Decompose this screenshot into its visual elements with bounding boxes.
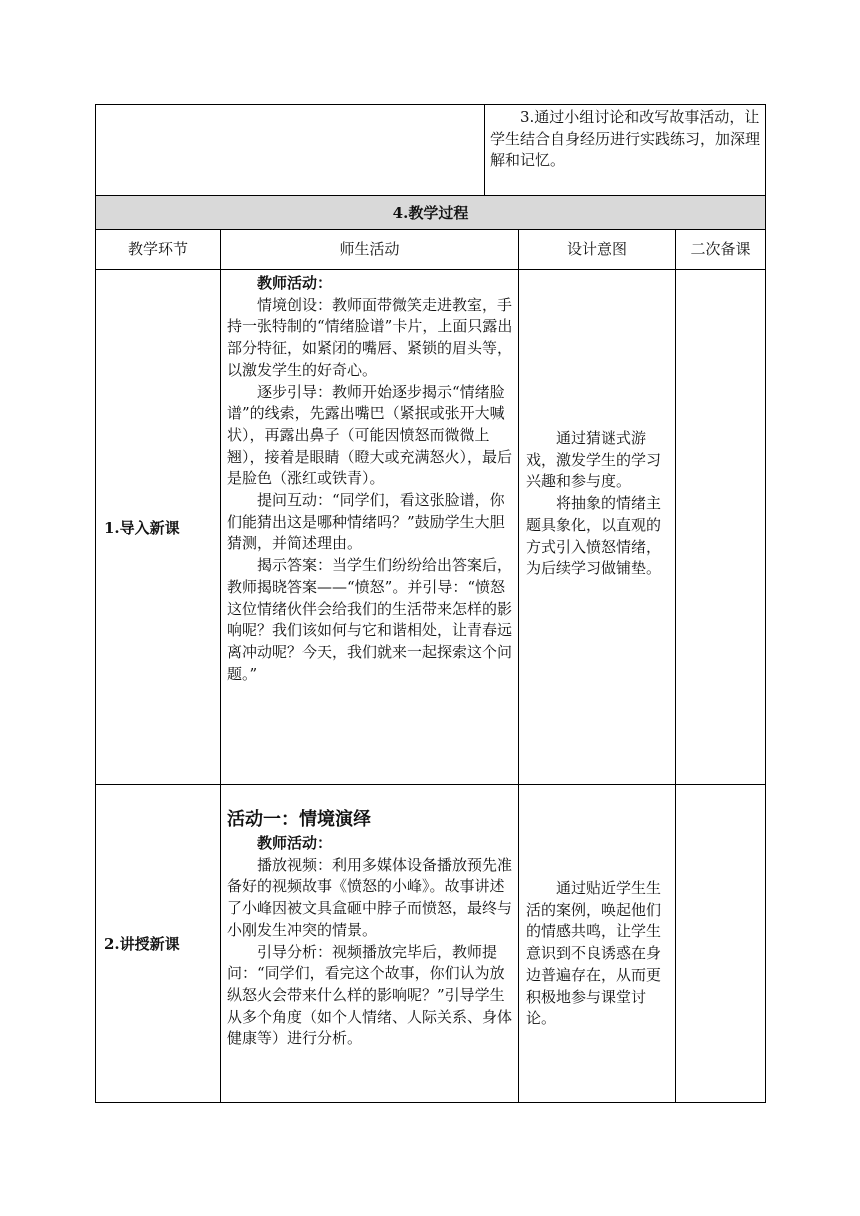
- activity-paragraph: 播放视频：利用多媒体设备播放预先准备好的视频故事《愤怒的小峰》。故事讲述了小峰因被文具盒砸中脖子而愤怒，最终与小刚发生冲突的情景。: [227, 855, 513, 939]
- activity-cell: [227, 273, 513, 685]
- table-border-bottom: [95, 1102, 766, 1103]
- col-divider: [484, 104, 485, 195]
- activity-paragraph: 情境创设：教师面带微笑走进教室，手持一张特制的“情绪脸谱”卡片，上面只露出部分特征，如紧闭的嘴唇、紧锁的眉头等，以激发学生的好奇心。: [227, 295, 513, 379]
- header-stage: 教学环节: [127, 240, 188, 258]
- activity-paragraph: 引导分析：视频播放完毕后，教师提问：“同学们，看完这个故事，你们认为放纵怒火会带来什么样的影响呢？”引导学生从多个角度（如个人情绪、人际关系、身体健康等）进行分析。: [227, 942, 513, 1048]
- stage-label: 1.导入新课: [104, 519, 180, 537]
- table-border-top: [95, 104, 766, 105]
- intent-paragraph: 将抽象的情绪主题具象化，以直观的方式引入愤怒情绪，为后续学习做铺垫。: [526, 494, 662, 578]
- col-divider: [518, 229, 519, 1103]
- goal-text: 3.通过小组讨论和改写故事活动，让学生结合自身经历进行实践练习，加深理解和记忆。: [490, 108, 761, 170]
- teacher-label: 教师活动：: [257, 834, 333, 852]
- header-revision: 二次备课: [690, 240, 751, 258]
- header-activity: 师生活动: [339, 240, 400, 258]
- stage-label: 2.讲授新课: [104, 935, 180, 953]
- intent-cell: [526, 878, 669, 1030]
- header-intent: 设计意图: [566, 240, 627, 258]
- goal-cell: [490, 107, 760, 172]
- row-divider: [95, 784, 766, 785]
- table-border-right: [765, 104, 766, 1103]
- intent-cell: [526, 428, 669, 580]
- activity-paragraph: 逐步引导：教师开始逐步揭示“情绪脸谱”的线索，先露出嘴巴（紧抿或张开大喊状），再露出鼻子（可能因愤怒而微微上翘），接着是眼睛（瞪大或充满怒火），最后是脸色（涨红或铁青）。: [227, 382, 513, 488]
- activity-paragraph: 提问互动：“同学们，看这张脸谱，你们能猜出这是哪种情绪吗？”鼓励学生大胆猜测，并简述理由。: [227, 491, 505, 553]
- col-divider: [675, 229, 676, 1103]
- teacher-label: 教师活动：: [257, 274, 333, 292]
- row-divider: [95, 195, 766, 196]
- row-divider: [95, 229, 766, 230]
- intent-paragraph: 通过猜谜式游戏，激发学生的学习兴趣和参与度。: [526, 429, 662, 491]
- activity-paragraph: 揭示答案：当学生们纷纷给出答案后，教师揭晓答案——“愤怒”。并引导：“愤怒这位情绪伙伴会给我们的生活带来怎样的影响呢？我们该如何与它和谐相处，让青春远离冲动呢？今天，我们就来一起探索这个问题。”: [227, 556, 513, 683]
- activity-heading: 活动一：情境演绎: [227, 809, 371, 830]
- intent-paragraph: 通过贴近学生生活的案例，唤起他们的情感共鸣，让学生意识到不良诱惑在身边普遍存在，从而更积极地参与课堂讨论。: [526, 879, 662, 1028]
- col-divider: [220, 229, 221, 1103]
- section-title: 4.教学过程: [392, 204, 469, 222]
- row-divider: [95, 269, 766, 270]
- activity-cell: [227, 807, 513, 1050]
